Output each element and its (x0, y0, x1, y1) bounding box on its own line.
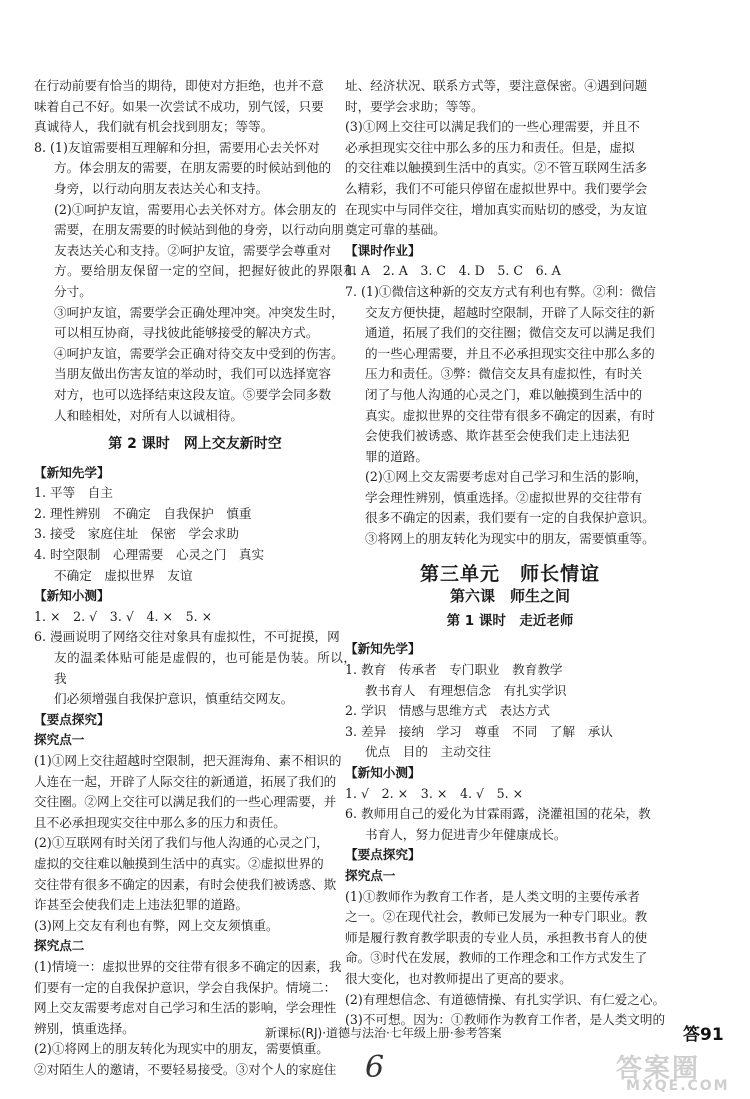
text-line: ④呵护友谊，需要学会正确对待交友中受到的伤害。 (54, 345, 344, 361)
text-line: (1)①教师作为教育工作者，是人类文明的主要传承者 (345, 888, 640, 904)
left-answer-block-a (34, 76, 356, 426)
text-line: 交往带有很多不确定的因素，有时会使我们被诱惑、欺 (34, 876, 337, 892)
text-line: 3. 接受 家庭住址 保密 学会求助 (34, 526, 239, 542)
text-line: 时，要学会求助；等等。 (345, 98, 484, 114)
text-line: (3)①网上交往可以满足我们的一些心理需要，并且不 (345, 119, 640, 135)
text-line: 真实。虚拟世界的交往带有很多不确定的因素，有时 (365, 407, 655, 423)
text-line: 闭了与他人沟通的心灵之门，难以触摸到生活中的 (365, 386, 643, 402)
text-line: 罪的道路。 (365, 448, 428, 464)
explore-point-heading: 探究点二 (34, 938, 85, 954)
text-line: 诈甚至会使我们走上违法犯罪的道路。 (34, 897, 249, 913)
explore-point-heading: 探究点一 (34, 732, 85, 748)
explore-point-heading: 探究点一 (345, 867, 396, 883)
section-heading-key-points: 【要点探究】 (34, 711, 110, 727)
text-line: 虚拟的交往难以触摸到生活中的真实。②虚拟世界的 (34, 855, 324, 871)
text-line: 网上交友需要考虑对自己学习和生活的影响，学会理性 (34, 1000, 337, 1016)
text-line: 在现实中与同伴交往，增加真实而贴切的感受，为友谊 (345, 201, 648, 217)
text-line: 7. (1)①微信这种新的交友方式有利也有弊。②利：微信 (345, 283, 656, 299)
handwritten-number: 6 (365, 1050, 385, 1085)
text-line: 必承担现实交往中那么多的压力和责任。但是，虚拟 (345, 139, 635, 155)
unit-title: 第三单元 师长情谊 (419, 562, 600, 585)
text-line: (2)①网上交友需要考虑对自己学习和生活的影响， (365, 469, 648, 485)
text-line: (2)①将网上的朋友转化为现实中的朋友，需要慎重。 (34, 1041, 329, 1057)
section-heading-new-test: 【新知小测】 (345, 765, 421, 780)
text-line: 们要有一定的自我保护意识，学会自我保护。情境二： (34, 979, 337, 995)
period-title: 第 1 课时 走近老师 (446, 612, 574, 629)
text-line: 6. 漫画说明了网络交往对象具有虚拟性，不可捉摸，网 (34, 629, 340, 645)
section-heading-homework: 【课时作业】 (345, 242, 421, 258)
text-line: 对方，也可以选择结束这段友谊。⑤要学会同多数 (54, 386, 332, 402)
text-line: 且不必承担现实交往中那么多的压力和责任。 (34, 814, 286, 830)
text-line: ②对陌生人的邀请，不要轻易接受。③对个人的家庭住 (34, 1061, 337, 1077)
text-line: 1. × 2. √ 3. √ 4. × 5. × (34, 608, 213, 624)
text-line: 身旁，以行动向朋友表达关心和支持。 (54, 180, 269, 196)
left-column (34, 76, 356, 1081)
text-line: 的交往难以触摸到生活中的真实。②不管互联网生活多 (345, 160, 648, 176)
text-line: 友的温柔体贴可能是虚假的，也可能是伪装。所以，我 (54, 650, 356, 686)
text-line: 1. 教育 传承者 专门职业 教育教学 (345, 662, 563, 678)
text-line: 命。③时代在发展，教师的工作理念和工作方式发生了 (345, 950, 648, 966)
text-line: 在行动前要有恰当的期待，即使对方拒绝，也并不意 (34, 78, 324, 93)
text-line: (2)①互联网有时关闭了我们与他人沟通的心灵之门， (34, 835, 329, 851)
watermark-text: 答案圈 (616, 1054, 701, 1084)
section-heading-new-first: 【新知先学】 (34, 464, 110, 480)
watermark-logo (610, 1048, 740, 1096)
lesson-title: 第 2 课时 网上交友新时空 (108, 436, 282, 453)
text-line: 交友方便快捷，超越时空限制，开辟了人际交往的新 (365, 304, 655, 320)
text-line: ③呵护友谊，需要学会正确处理冲突。冲突发生时， (54, 304, 344, 320)
text-line: 们必须增强自我保护意识，慎重结交网友。 (54, 691, 294, 707)
text-line: 师是履行教育教学职责的专业人员，承担教书育人的使 (345, 929, 648, 945)
text-line: 的一些心理需要，并且不必承担现实交往中那么多的 (365, 345, 655, 361)
footer-page-number: 答91 (683, 1025, 724, 1045)
text-line: 可以相互协商，寻找彼此能够接受的解决方式。 (54, 325, 319, 341)
text-line: 3. 差异 接纳 学习 尊重 不同 了解 承认 (345, 723, 613, 739)
text-line: 通道，拓展了我们的交往圈；微信交友可以满足我们 (365, 325, 655, 341)
text-line: 奠定可靠的基础。 (345, 222, 446, 238)
text-line: 很大变化，也对教师提出了更高的要求。 (345, 970, 572, 986)
text-line: 交往圈。②网上交往可以满足我们的一些心理需要，并 (34, 794, 337, 810)
text-line: (3)不可想。因为：①教师作为教育工作者，是人类文明的 (345, 1012, 666, 1028)
text-line: (2)①呵护友谊，需要用心去关怀对方。体会朋友的 (54, 201, 337, 217)
text-line: 址、经济状况、联系方式等，要注意保密。④遇到问题 (345, 78, 648, 93)
text-line: 1. 平等 自主 (34, 485, 113, 501)
text-line: 味着自己不好。如果一次尝试不成功，别气馁，只要 (34, 98, 324, 114)
text-line: (1)情境一：虚拟世界的交往带有很多不确定的因素，我 (34, 958, 342, 974)
text-line: 优点 目的 主动交往 (365, 744, 491, 760)
text-line: 学会理性辨别，慎重选择。②虚拟世界的交往带有 (365, 489, 643, 505)
text-line: 人和睦相处，对所有人以诚相待。 (54, 407, 243, 423)
footer-book-info: 新课标(RJ)·道德与法治·七年级上册·参考答案 (265, 1026, 502, 1040)
text-line: 2. 理性辨别 不确定 自我保护 慎重 (34, 505, 252, 521)
text-line: 8. (1)友谊需要相互理解和分担，需要用心去关怀对 (34, 139, 320, 155)
text-line: 人连在一起，开辟了人际交往的新通道，拓展了我们的 (34, 773, 337, 789)
text-line: 真诚待人，我们就有机会找到朋友；等等。 (34, 119, 274, 135)
text-line: (2)有理想信念、有道德情操、有扎实学识、有仁爱之心。 (345, 991, 666, 1007)
section-heading-key-points: 【要点探究】 (345, 847, 421, 863)
text-line: 之一。②在现代社会，教师已发展为一种专门职业。教 (345, 909, 648, 925)
text-line: 1. √ 2. × 3. × 4. √ 5. × (345, 785, 524, 801)
text-line: (3)网上交友有利也有弊，网上交友须慎重。 (34, 917, 279, 933)
right-column (345, 76, 675, 1031)
lesson-title: 第六课 师生之间 (449, 587, 570, 606)
text-line: 压力和责任。③弊：微信交友具有虚拟性，有时关 (365, 366, 643, 382)
text-line: 方。要给朋友保留一定的空间，把握好彼此的界限和分寸。 (54, 263, 356, 299)
text-line: 会使我们被诱惑、欺诈甚至会使我们走上违法犯 (365, 428, 630, 444)
text-line: 需要，在朋友需要的时候站到他的身旁，以行动向朋 (54, 222, 344, 238)
text-line: 不确定 虚拟世界 友谊 (54, 567, 193, 583)
text-line: ③将网上的朋友转化为现实中的朋友，需要慎重等。 (365, 531, 655, 547)
text-line: 4. 时空限制 心理需要 心灵之门 真实 (34, 547, 265, 563)
text-line: 书育人，努力促进青少年健康成长。 (365, 826, 567, 842)
text-line: 教书育人 有理想信念 有扎实学识 (365, 682, 567, 698)
text-line: 方。体会朋友的需要，在朋友需要的时候站到他的 (54, 160, 332, 176)
text-line: 1. A 2. A 3. C 4. D 5. C 6. A (345, 263, 561, 279)
watermark-url: MXQE.COM (626, 1078, 730, 1094)
text-line: 6. 教师用自己的爱化为甘霖雨露，浇灌祖国的花朵，教 (345, 806, 651, 822)
page-footer (0, 1020, 750, 1044)
section-heading-new-test: 【新知小测】 (34, 588, 110, 604)
text-line: 辨别，慎重选择。 (34, 1020, 135, 1036)
text-line: 友表达关心和支持。②呵护友谊，需要学会尊重对 (54, 242, 332, 258)
text-line: 么精彩，我们不可能只停留在虚拟世界中。我们要学会 (345, 180, 648, 196)
text-line: (1)①网上交往超越时空限制，把天涯海角、素不相识的 (34, 753, 342, 768)
text-line: 当朋友做出伤害友谊的举动时，我们可以选择宽容 (54, 366, 332, 382)
text-line: 2. 学识 情感与思维方式 表达方式 (345, 703, 550, 719)
text-line: 很多不确定的因素，我们要有一定的自我保护意识。 (365, 510, 655, 526)
section-heading-new-first: 【新知先学】 (345, 641, 421, 657)
